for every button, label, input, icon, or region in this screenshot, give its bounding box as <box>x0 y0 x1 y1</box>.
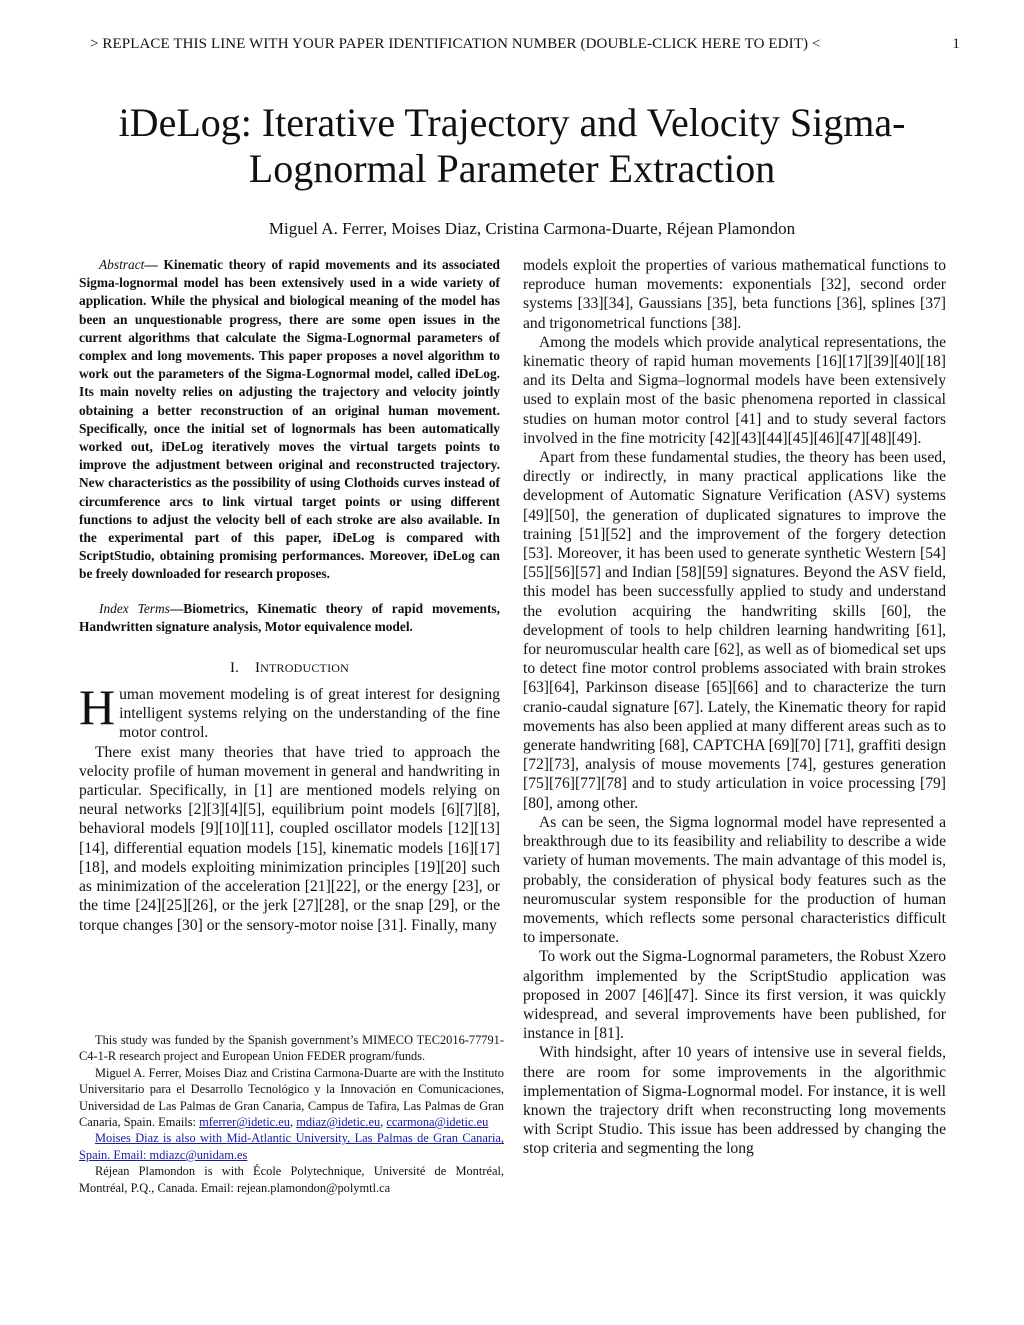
abstract-label: Abstract <box>99 257 145 272</box>
intro-p1-text: uman movement modeling is of great interest for designing intelligent systems relying on the understanding of the fine motor control. <box>119 686 500 742</box>
section-heading-introduction <box>79 660 500 677</box>
section-numeral: I. <box>229 660 240 677</box>
intro-paragraph-1 <box>79 679 500 743</box>
footnotes <box>79 1032 504 1196</box>
index-terms-text: —Biometrics, Kinematic theory of rapid movements, Handwritten signature analysis, Motor equivalence model. <box>79 600 500 634</box>
intro-paragraph-2: There exist many theories that have tried to approach the velocity profile of human movement in general and handwriting in particular. Specifically, in [1] are mentioned models relying on neural networks [2][3][4][5], equilibrium point models [6][7][8], behavioral models [9][10][11], coupled oscillator models [12][13][14], differential equation models [15], kinematic models [16][17][18], and models exploiting minimization principles [19][20] such as minimization of the acceleration [21][22], or the energy [23], or the time [24][25][26], or the jerk [27][28], or the snap [29], or the torque changes [30] or the sensory-motor noise [31]. Finally, many <box>79 743 500 934</box>
email-link-diaz[interactable]: mdiaz@idetic.eu <box>296 1115 381 1130</box>
right-paragraph-6: With hindsight, after 10 years of intensive use in several fields, there are room for some improvements in the algorithmic implementation of Sigma-Lognormal model. For instance, it is well known the trajectory drift when reconstructing long movements with Script Studio. This issue has been addressed by changing the stop criteria and segmenting the long <box>523 1044 946 1158</box>
section-title-initial: I <box>254 660 261 677</box>
right-paragraph-5: To work out the Sigma-Lognormal parameters, the Robust Xzero algorithm implemented by the ScriptStudio application was proposed in 2007 [46][47]. Since its first version, it was quickly widespread, and several improvements have been published, for instance in [81]. <box>523 948 946 1043</box>
author-list: Miguel A. Ferrer, Moises Diaz, Cristina Carmona-Duarte, Réjean Plamondon <box>268 219 796 238</box>
footnote-mid-atlantic-link[interactable]: Moises Diaz is also with Mid-Atlantic University, Las Palmas de Gran Canaria, Spain. Email: mdiazc@unidam.es <box>79 1131 504 1162</box>
footnote-affiliation-text: Miguel A. Ferrer, Moises Diaz and Cristina Carmona-Duarte are with the Instituto Universitario para el Desarrollo Tecnológico y la Innovación en Comunicaciones, Universidad de Las Palmas de Gran Canaria, Campus de Tafira, Las Palmas de Gran Canaria, Spain. Emails: <box>79 1065 504 1130</box>
email-link-carmona[interactable]: ccarmona@idetic.eu <box>386 1115 489 1130</box>
footnote-affiliation <box>79 1065 504 1131</box>
paper-id-placeholder[interactable]: > REPLACE THIS LINE WITH YOUR PAPER IDENTIFICATION NUMBER (DOUBLE-CLICK HERE TO EDIT) < <box>90 36 821 52</box>
title-line-1: iDeLog: Iterative Trajectory and Velocity Sigma- <box>118 100 906 145</box>
section-title-rest: NTRODUCTION <box>260 661 350 676</box>
email-separator-1: , <box>289 1115 294 1130</box>
abstract-text: — Kinematic theory of rapid movements and its associated Sigma-lognormal model has been extensively used in a wide variety of application. While the physical and biological meaning of the model has been an unquestionable progress, there are some open issues in the current algorithms that calculate the Sigma-Lognormal parameters of complex and long movements. This paper proposes a novel algorithm to work out the parameters of the Sigma-Lognormal model, called iDeLog. Its main novelty relies on adjusting the trajectory and velocity jointly obtaining a better reconstruction of an original human movement. Specifically, once the initial set of lognormals has been automatically worked out, iDeLog iteratively moves the virtual targets points to improve the adjustment between original and reconstructed trajectory. New characteristics as the possibility of using Clothoids curves instead of circumference arcs to link virtual target points or using different functions to adjust the velocity bell of each stroke are also available. In the experimental part of this paper, iDeLog is compared with ScriptStudio, obtaining promising performances. Moreover, iDeLog can be freely downloaded for research proposes. <box>79 257 500 582</box>
left-column <box>79 256 500 935</box>
right-paragraph-3: Apart from these fundamental studies, the theory has been used, directly or indirectly, in many practical applications like the development of Automatic Signature Verification (ASV) systems [49][50], the generation of duplicated signatures to improve the training [51][52] and the improvement of the forgery detection [53]. Moreover, it has been used to generate synthetic Western [54][55][56][57] and Indian [58][59] signatures. Beyond the ASV field, this model has been successfully applied to study and understand the evolution acquiring the handwriting skills [60], the development of tools to help children learning handwriting [61], for neuromuscular health care [62], as well as of biomedical set ups to detect fine motor control problems associated with brain strokes [63][64], Parkinson disease [65][66] and to characterize the turn cranio-caudal signature [67]. Lately, the Kinematic theory for rapid movements has also been applied at many different areas such as to generate handwriting [68], CAPTCHA [69][70] [71], graffiti design [72][73], analysis of mouse movements [74], gestures generation [75][76][77][78] and to study articulation in voice processing [79][80], among other. <box>523 449 946 812</box>
right-paragraph-2: Among the models which provide analytical representations, the kinematic theory of rapid human movements [16][17][39][40][18] and its Delta and Sigma–lognormal models have been extensively used to explain most of the basic phenomena reported in classical studies on human motor control [41] and to study several factors involved in the fine motricity [42][43][44][45][46][47][48][49]. <box>523 333 946 447</box>
index-terms <box>79 600 500 636</box>
right-paragraph-4: As can be seen, the Sigma lognormal model have represented a breakthrough due to its feasibility and reliability to describe a wide variety of human movements. The main advantage of this model is, probably, the consideration of physical body features such as the neuromuscular system responsible for the production of human movements, which reflects some personal characteristics difficult to impersonate. <box>523 813 946 947</box>
abstract <box>79 256 500 584</box>
drop-cap: H <box>79 679 116 736</box>
email-separator-2: , <box>380 1115 387 1130</box>
page-number: 1 <box>952 36 960 52</box>
title-line-2: Lognormal Parameter Extraction <box>248 146 776 191</box>
right-paragraph-1: models exploit the properties of various mathematical functions to reproduce human movements: exponentials [32], second order systems [33][34], Gaussians [35], beta functions [36], splines [37] and trigonometrical functions [38]. <box>523 257 946 332</box>
index-terms-label: Index Terms <box>99 600 170 616</box>
paper-title <box>0 100 1024 192</box>
footnote-funding: This study was funded by the Spanish government’s MIMECO TEC2016-77791-C4-1-R research project and European Union FEDER program/funds. <box>79 1033 504 1064</box>
page-header <box>60 36 960 58</box>
footnote-plamondon: Réjean Plamondon is with École Polytechnique, Université de Montréal, Montréal, P.Q., Canada. Email: rejean.plamondon@polymtl.ca <box>79 1164 504 1195</box>
right-column <box>523 256 946 1159</box>
email-link-ferrer[interactable]: mferrer@idetic.eu <box>199 1115 290 1130</box>
